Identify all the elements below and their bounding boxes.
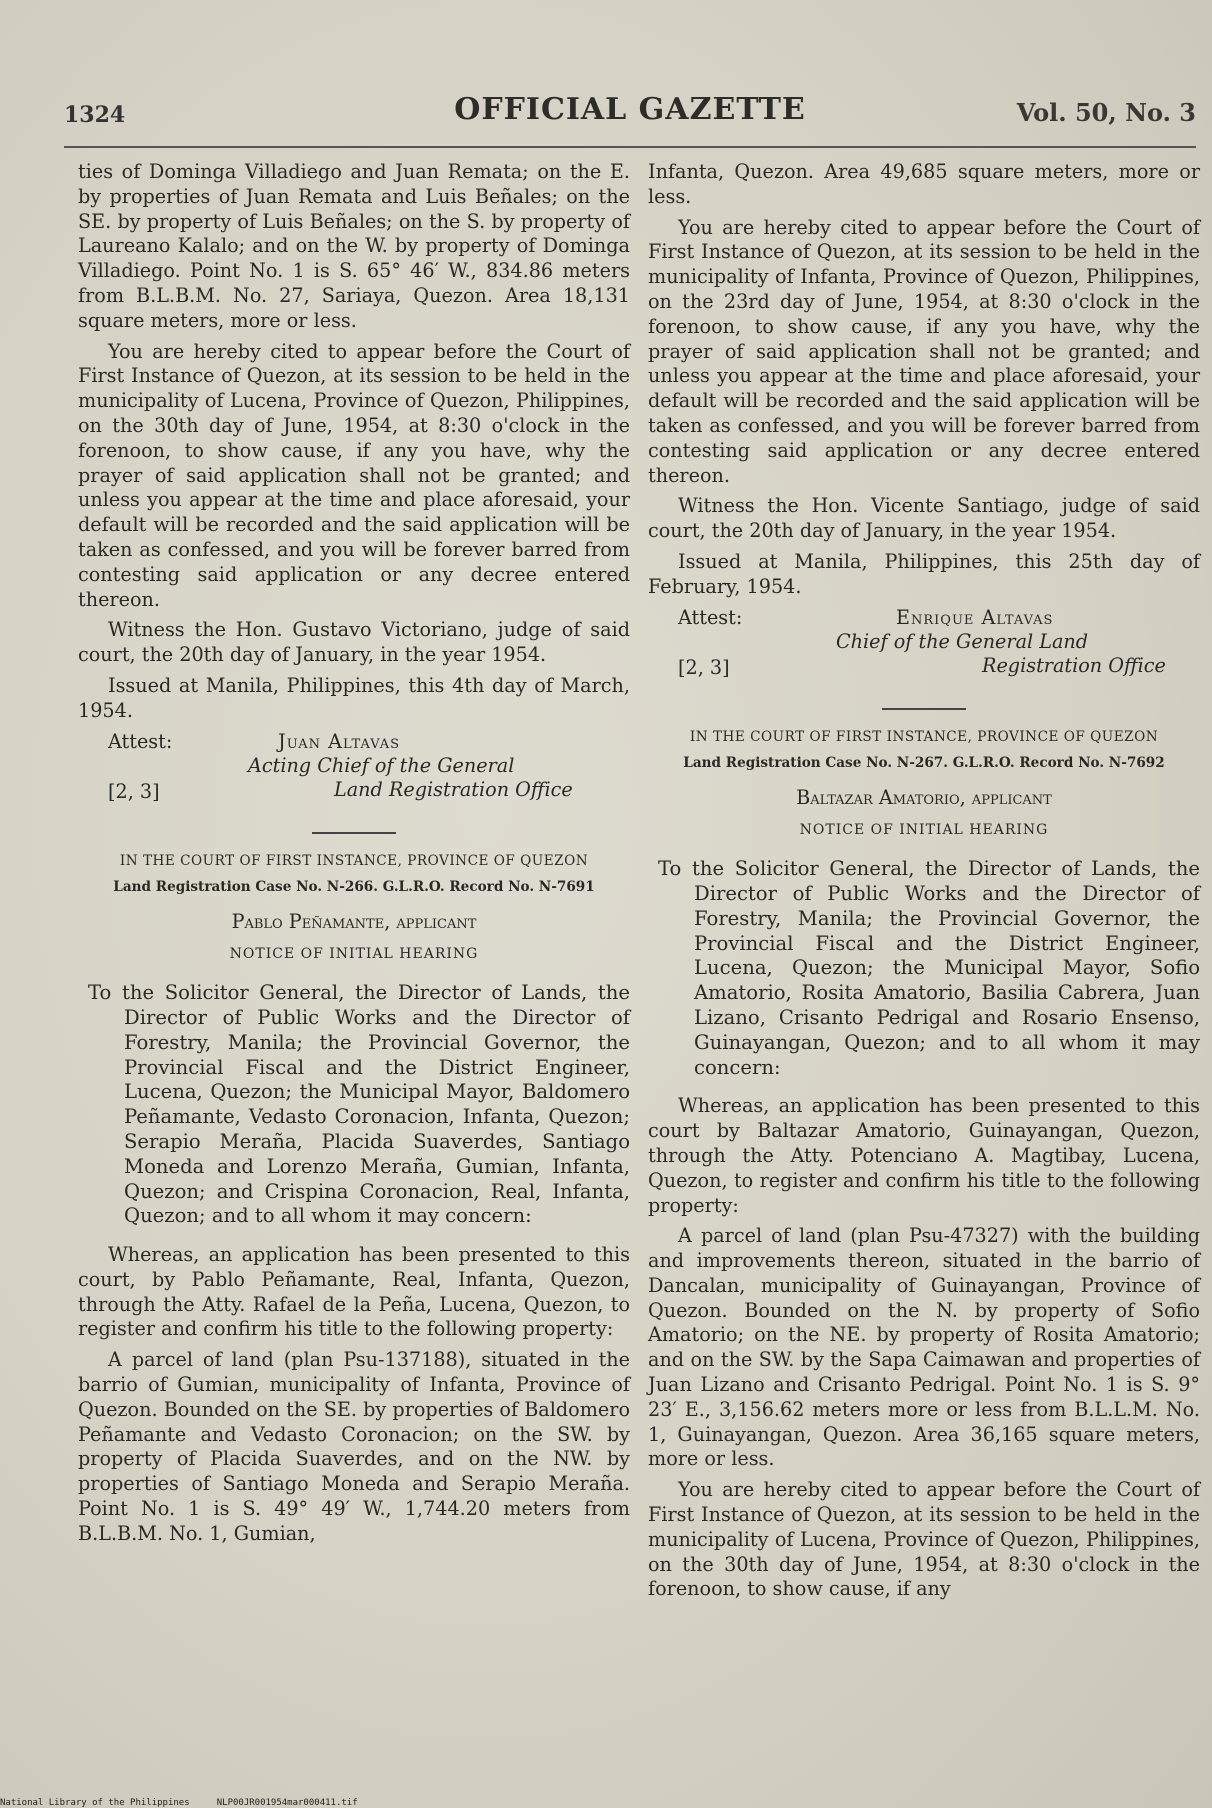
header-rule xyxy=(64,146,1196,148)
issued-paragraph: Issued at Manila, Philippines, this 25th day of February, 1954. xyxy=(648,549,1200,598)
citation-paragraph: You are hereby cited to appear before the Court of First Instance of Quezon, at its session to be held in the municipality of Lucena, Province of Quezon, Philippines, on the 30th day of June, 1954, at 8:30 o'clock in the forenoon, to show cause, if any xyxy=(648,1478,1200,1601)
parcel-paragraph: A parcel of land (plan Psu-47327) with the building and improvements thereon, situated in the barrio of Dancalan, municipality of Guinayangan, Province of Quezon. Bounded on the N. by property of Sofio Amatorio; on the NE. by property of Rosita Amatorio; and on the SW. by the Sapa Caimawan and properties of Juan Lizano and Crisanto Pedrigal. Point No. 1 is S. 9° 23′ E., 3,156.62 meters more or less from B.L.L.M. No. 1, Guinayangan, Quezon. Area 36,165 square meters, more or less. xyxy=(648,1224,1200,1471)
issued-paragraph: Issued at Manila, Philippines, this 4th day of March, 1954. xyxy=(78,673,630,722)
attest-title-line1: Chief of the General Land xyxy=(836,629,1089,653)
citation-paragraph: You are hereby cited to appear before the Court of First Instance of Quezon, at its session to be held in the municipality of Infanta, Province of Quezon, Philippines, on the 23rd day of June, 1954, at 8:30 o'clock in the forenoon, to show cause, if any you have, why the prayer of said application shall not be granted; and unless you appear at the time and place aforesaid, your default will be recorded and the said application will be taken as confessed, and you will be forever barred from contesting said application or any decree entered thereon. xyxy=(648,215,1200,487)
attest-name: Enrique Altavas xyxy=(896,605,1054,629)
notice-heading: NOTICE OF INITIAL HEARING xyxy=(229,946,479,963)
right-column xyxy=(648,160,1200,1608)
applicant-name: Pablo Peñamante, applicant xyxy=(231,909,477,933)
applicant-name: Baltazar Amatorio, applicant xyxy=(796,785,1052,809)
section-divider xyxy=(312,832,396,834)
witness-paragraph: Witness the Hon. Gustavo Victoriano, judge of said court, the 20th day of January, in the year 1954. xyxy=(78,618,630,667)
attest-title-line2: Registration Office xyxy=(982,653,1166,677)
volume-number: Vol. 50, No. 3 xyxy=(1016,98,1196,127)
addressees-paragraph: To the Solicitor General, the Director of Lands, the Director of Public Works and the Director of Forestry, Manila; the Provincial Governor, the Provincial Fiscal and the District Engineer, Lucena, Quezon; the Municipal Mayor, Baldomero Peñamante, Vedasto Coronacion, Infanta, Quezon; Serapio Meraña, Placida Suaverdes, Santiago Moneda and Lorenzo Meraña, Gumian, Infanta, Quezon; and Crispina Coronacion, Real, Infanta, Quezon; and to all whom it may concern: xyxy=(88,981,630,1228)
attest-label: Attest: xyxy=(678,605,743,629)
attest-label: Attest: xyxy=(108,729,173,753)
attest-block xyxy=(648,606,1200,694)
witness-paragraph: Witness the Hon. Vicente Santiago, judge of said court, the 20th day of January, in the year 1954. xyxy=(648,494,1200,543)
issue-code: [2, 3] xyxy=(108,779,160,803)
court-heading: IN THE COURT OF FIRST INSTANCE, PROVINCE OF QUEZON xyxy=(119,852,589,869)
case-number: Land Registration Case No. N-267. G.L.R.O. Record No. N-7692 xyxy=(683,754,1165,771)
case-number: Land Registration Case No. N-266. G.L.R.O. Record No. N-7691 xyxy=(113,878,595,895)
scan-footer: National Library of the Philippines NLP00JR001954mar000411.tif xyxy=(0,1798,358,1808)
issue-code: [2, 3] xyxy=(678,655,730,679)
notice-heading: NOTICE OF INITIAL HEARING xyxy=(799,822,1049,839)
page-number: 1324 xyxy=(64,102,126,128)
attest-title-line1: Acting Chief of the General xyxy=(248,753,515,777)
whereas-paragraph: Whereas, an application has been presented to this court by Baltazar Amatorio, Guinayangan, Quezon, through the Atty. Potenciano A. Magtibay, Lucena, Quezon, to register and confirm his title to the following property: xyxy=(648,1094,1200,1217)
court-heading: IN THE COURT OF FIRST INSTANCE, PROVINCE OF QUEZON xyxy=(689,728,1159,745)
section-divider xyxy=(882,708,966,710)
addressees-paragraph: To the Solicitor General, the Director of Lands, the Director of Public Works and the Director of Forestry, Manila; the Provincial Governor, the Provincial Fiscal and the District Engineer, Lucena, Quezon; the Municipal Mayor, Sofio Amatorio, Rosita Amatorio, Basilia Cabrera, Juan Lizano, Crisanto Pedrigal and Rosario Ensenso, Guinayangan, Quezon; and to all whom it may concern: xyxy=(658,857,1200,1079)
attest-name: Juan Altavas xyxy=(278,729,401,753)
gazette-title: OFFICIAL GAZETTE xyxy=(454,92,806,127)
left-column xyxy=(78,160,630,1553)
citation-paragraph: You are hereby cited to appear before the Court of First Instance of Quezon, at its session to be held in the municipality of Lucena, Province of Quezon, Philippines, on the 30th day of June, 1954, at 8:30 o'clock in the forenoon, to show cause, if any you have, why the prayer of said application shall not be granted; and unless you appear at the time and place aforesaid, your default will be recorded and the said application will be taken as confessed, and you will be forever barred from contesting said application or any decree entered thereon. xyxy=(78,339,630,611)
page-header xyxy=(64,92,1196,140)
attest-title-line2: Land Registration Office xyxy=(334,777,573,801)
continuation-paragraph: ties of Dominga Villadiego and Juan Remata; on the E. by properties of Juan Remata and Luis Beñales; on the SE. by property of Luis Beñales; on the S. by property of Laureano Kalalo; and on the W. by property of Dominga Villadiego. Point No. 1 is S. 65° 46′ W., 834.86 meters from B.L.B.M. No. 27, Sariaya, Quezon. Area 18,131 square meters, more or less. xyxy=(78,160,630,332)
continuation-paragraph: Infanta, Quezon. Area 49,685 square meters, more or less. xyxy=(648,160,1200,208)
whereas-paragraph: Whereas, an application has been presented to this court, by Pablo Peñamante, Real, Infanta, Quezon, through the Atty. Rafael de la Peña, Lucena, Quezon, to register and confirm his title to the following property: xyxy=(78,1243,630,1341)
parcel-paragraph: A parcel of land (plan Psu-137188), situated in the barrio of Gumian, municipality of Infanta, Province of Quezon. Bounded on the SE. by properties of Baldomero Peñamante and Vedasto Coronacion; on the SW. by property of Placida Suaverdes, and on the NW. by properties of Santiago Moneda and Serapio Meraña. Point No. 1 is S. 49° 49′ W., 1,744.20 meters from B.L.B.M. No. 1, Gumian, xyxy=(78,1348,630,1545)
attest-block xyxy=(78,730,630,818)
